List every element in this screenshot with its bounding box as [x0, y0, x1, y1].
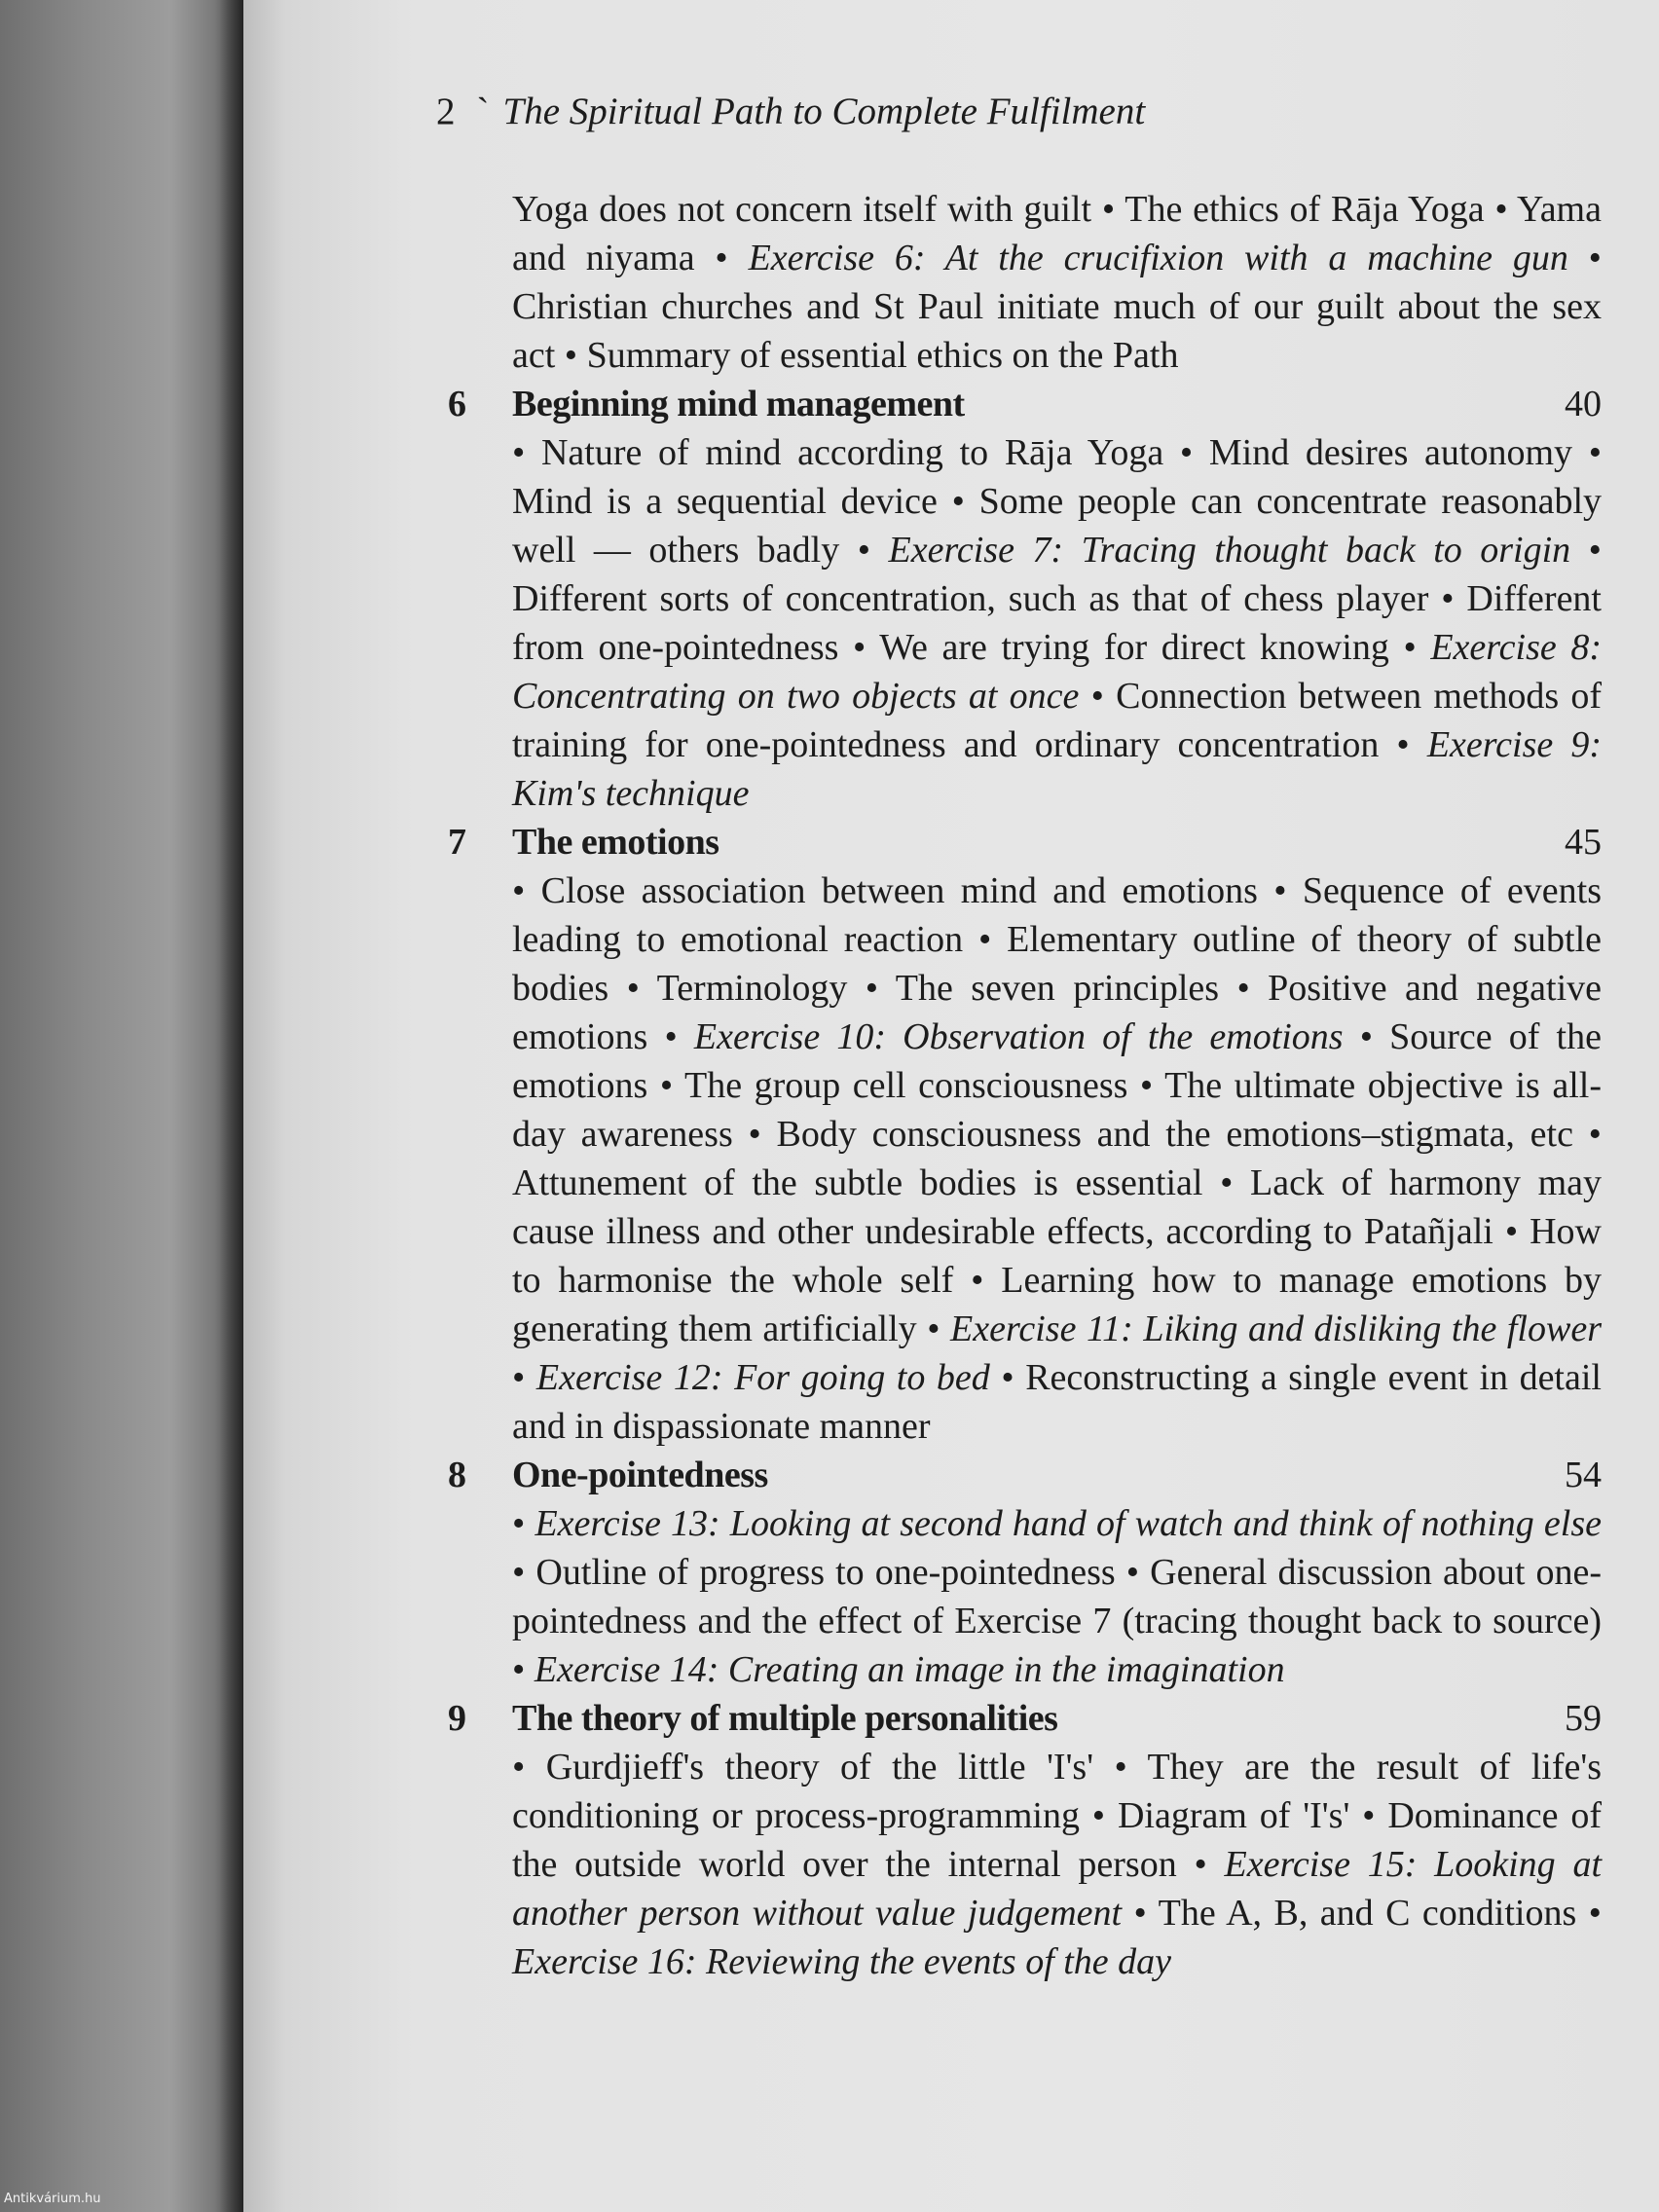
chapter-entry-7: [438, 818, 1602, 1451]
book-spine-shadow: [0, 0, 243, 2212]
exercise-title: Exercise 7: Tracing thought back to origin: [888, 530, 1571, 571]
chapter-title: The theory of multiple personalities: [512, 1698, 1058, 1739]
exercise-title: Exercise 9: Kim's technique: [512, 724, 1602, 814]
exercise-title: Exercise 11: Liking and disliking the flower: [950, 1309, 1602, 1349]
summary-text: • Reconstructing a single event in detail and in dispassionate manner: [512, 1357, 1602, 1447]
exercise-title: Exercise 16: Reviewing the events of the day: [512, 1941, 1172, 1982]
exercise-title: Exercise 10: Observation of the emotions: [693, 1016, 1344, 1057]
summary-text: • Nature of mind according to Rāja Yoga • Mind desires autonomy • Mind is a sequential device • Some people can concentrate reasonably well — others badly •: [512, 432, 1602, 571]
exercise-title: Exercise 12: For going to bed: [535, 1357, 990, 1398]
summary-text: • Close association between mind and emotions • Sequence of events leading to emotional reaction • Elementary outline of theory of subtle bodies • Terminology • The seven principles • Positive and negative emotions •: [512, 870, 1602, 1057]
chapter-page-number: 54: [1565, 1455, 1602, 1495]
book-title: The Spiritual Path to Complete Fulfilment: [502, 91, 1146, 132]
chapter-page-number: 40: [1565, 384, 1602, 424]
summary-text: • Source of the emotions • The group cell consciousness • The ultimate objective is all-day awareness • Body consciousness and the emotions–stigmata, etc • Attunement of the subtle bodies is essential • Lack of harmony may cause illness and other undesirable effects, according to Patañjali • How to harmonise the whole self • Learning how to manage emotions by generating them artificially •: [512, 1016, 1602, 1349]
summary-text: • Different sorts of concentration, such as that of chess player • Different from one-pointedness • We are trying for direct knowing •: [512, 530, 1602, 668]
chapter-entry-8: [438, 1451, 1602, 1694]
chapter-5-continued-summary: [438, 185, 1602, 380]
chapter-heading: [438, 1451, 1602, 1499]
watermark: Antikvárium.hu: [4, 2192, 101, 2206]
summary-text: •: [512, 1503, 535, 1544]
chapter-entry-9: [438, 1694, 1602, 1986]
chapter-heading: [438, 380, 1602, 428]
chapter-heading: [438, 818, 1602, 866]
table-of-contents: [438, 185, 1602, 1986]
summary-text: • The A, B, and C conditions •: [1122, 1893, 1602, 1934]
chapter-summary: [438, 866, 1602, 1451]
summary-text: • Outline of progress to one-pointedness • General discussion about one-pointedness and the effect of Exercise 7 (tracing thought back to source) •: [512, 1552, 1602, 1690]
chapter-number: 6: [448, 384, 466, 424]
running-head: [436, 90, 1145, 133]
summary-text: • Gurdjieff's theory of the little 'I's' • They are the result of life's conditioning or process-programming • Diagram of 'I's' • Dominance of the outside world over the internal person •: [512, 1747, 1602, 1885]
exercise-title: Exercise 8: Concentrating on two objects at once: [512, 627, 1602, 717]
chapter-summary: [438, 1743, 1602, 1986]
exercise-title: Exercise 15: Looking at another person without value judgement: [512, 1844, 1602, 1934]
running-head-mark: `: [476, 91, 490, 132]
exercise-title: Exercise 6: At the crucifixion with a machine gun: [748, 238, 1568, 278]
summary-text: •: [512, 1357, 536, 1398]
chapter-page-number: 59: [1565, 1698, 1602, 1739]
summary-text: • Connection between methods of training for one-pointedness and ordinary concentration •: [512, 676, 1602, 765]
chapter-title: Beginning mind management: [512, 384, 965, 424]
summary-text: • Christian churches and St Paul initiate much of our guilt about the sex act • Summary of essential ethics on the Path: [512, 238, 1602, 376]
exercise-title: Exercise 13: Looking at second hand of watch and think of nothing else: [535, 1503, 1602, 1544]
chapter-summary: [438, 1499, 1602, 1694]
chapter-summary: [438, 428, 1602, 818]
chapter-list: [438, 380, 1602, 1986]
chapter-number: 7: [448, 822, 466, 863]
chapter-entry-6: [438, 380, 1602, 818]
chapter-title: One-pointedness: [512, 1455, 768, 1495]
exercise-title: Exercise 14: Creating an image in the imagination: [534, 1649, 1285, 1690]
chapter-heading: [438, 1694, 1602, 1743]
chapter-page-number: 45: [1565, 822, 1602, 863]
summary-text: Yoga does not concern itself with guilt • The ethics of Rāja Yoga • Yama and niyama •: [512, 189, 1602, 278]
chapter-title: The emotions: [512, 822, 719, 863]
chapter-number: 9: [448, 1698, 466, 1739]
chapter-number: 8: [448, 1455, 466, 1495]
page-number: 2: [436, 91, 456, 132]
